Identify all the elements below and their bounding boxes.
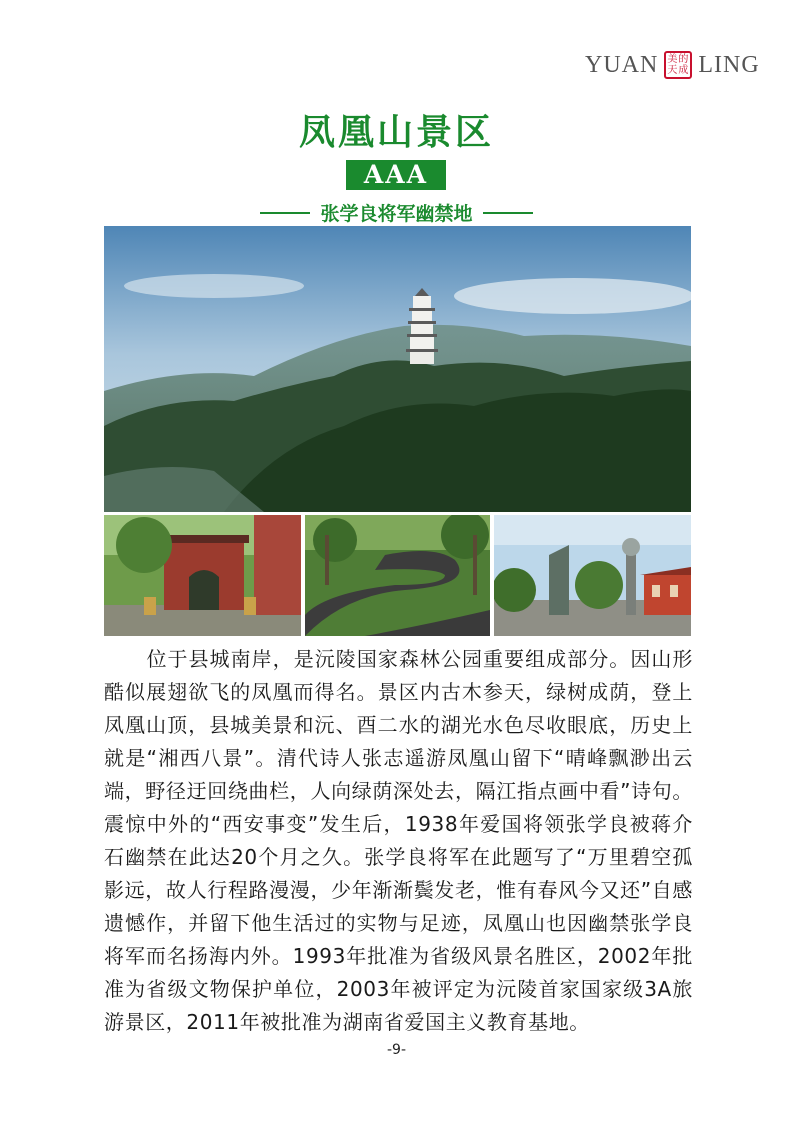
subtitle-rule-right	[483, 212, 533, 214]
seal-char: 天	[667, 64, 679, 76]
photo-memorial-gate	[104, 515, 301, 636]
main-photo-pagoda-mountain	[104, 226, 691, 512]
brand-logo	[585, 50, 760, 80]
photo-winding-road	[305, 515, 490, 636]
page-number: -9-	[386, 1042, 406, 1058]
brand-seal	[664, 51, 692, 79]
photo-memorial-plaza	[494, 515, 691, 636]
subtitle-text: 张学良将军幽禁地	[320, 203, 473, 225]
body-text: 位于县城南岸，是沅陵国家森林公园重要组成部分。因山形酷似展翅欲飞的凤凰而得名。景区内古木参天，绿树成荫，登上凤凰山顶，县城美景和沅、酉二水的湖光水色尽收眼底，历史上就是“湘西八景”。清代诗人张志遥游凤凰山留下“晴峰飘渺出云端，野径迂回绕曲栏，人向绿荫深处去，隔江指点画中看”诗句。震惊中外的“西安事变”发生后，1938年爱国将领张学良被蒋介石幽禁在此达20个月之久。张学良将军在此题写了“万里碧空孤影远，故人行程路漫漫，少年渐渐鬓发老，惟有春风今又还”自感遗憾作，并留下他生活过的实物与足迹，凤凰山也因幽禁张学良将军而名扬海内外。1993年批准为省级风景名胜区，2002年批准为省级文物保护单位，2003年被评定为沅陵首家国家级3A旅游景区，2011年被批准为湖南省爱国主义教育基地。	[104, 647, 693, 1034]
seal-char: 的	[678, 53, 690, 65]
page-title: 凤凰山景区	[298, 112, 494, 153]
seal-char: 成	[678, 64, 690, 76]
brand-right-text: LING	[698, 51, 760, 78]
subtitle-rule-left	[260, 212, 310, 214]
brand-left-text: YUAN	[585, 51, 659, 78]
rating-badge: AAA	[346, 160, 446, 190]
body-paragraph	[104, 643, 693, 1039]
seal-char: 美	[667, 53, 679, 65]
subtitle	[0, 199, 793, 226]
